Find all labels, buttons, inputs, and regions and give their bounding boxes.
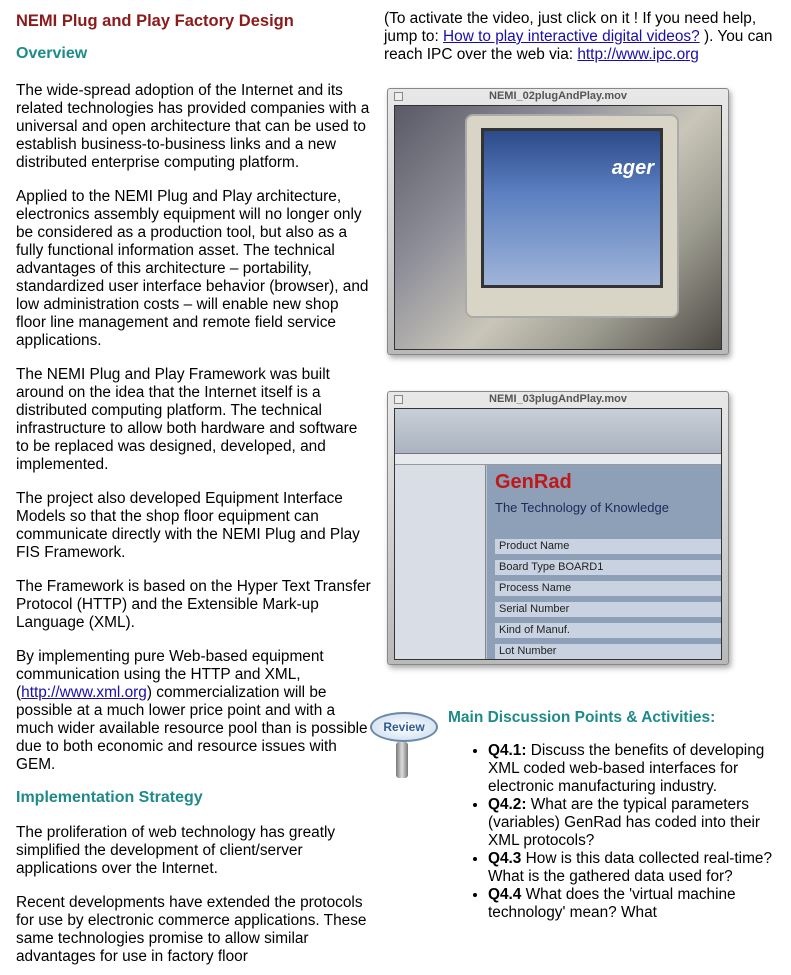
list-item: • Q4.1: Discuss the benefits of developing XML coded web-based interfaces for electronic manufacturing industry. [488,742,778,796]
page-title: NEMI Plug and Play Factory Design [16,12,294,30]
browser-toolbar [395,409,721,454]
impl-paragraph-1: The proliferation of web technology has greatly simplified the development of client/server applications over the Internet. [16,824,336,877]
browser-content [487,465,721,659]
help-video-link[interactable]: How to play interactive digital videos? [443,28,700,45]
browser-sidebar [395,465,486,659]
impl-paragraph-2: Recent developments have extended the protocols for use by electronic commerce applications. These same technologies promise to allow similar advantages for use in factory floor [16,894,367,965]
browser-address-bar [395,454,721,465]
form-field: Serial Number [495,602,722,617]
discussion-section [448,708,778,922]
paragraph-xml: By implementing pure Web-based equipment communication using the HTTP and XML, (http://www.xml.org) commercialization will be possible at a much lower price point and with a much wider available resource pool than is possible due to both economic and resource issues with GEM. [16,648,368,773]
list-item: • Q4.2: What are the typical parameters (variables) GenRad has coded into their XML protocols? [488,796,778,850]
left-column [16,10,372,966]
xml-org-link[interactable]: http://www.xml.org [21,684,147,701]
magnifier-handle [396,742,408,778]
overview-heading: Overview [16,45,88,62]
discussion-heading: Main Discussion Points & Activities: [448,709,716,726]
form-field: Kind of Manuf. [495,623,722,638]
video-title: NEMI_03plugAndPlay.mov [489,393,627,405]
paragraph-2: Applied to the NEMI Plug and Play architecture, electronics assembly equipment will no longer only be considered as a production tool, but also as a fully functional information asset. The technical advantages of this architecture – portability, standardized user interface behavior (browser), and low administration costs – will enable new shop floor line management and remote field service applications. [16,188,369,349]
video-thumbnail[interactable] [394,408,722,660]
video-title: NEMI_02plugAndPlay.mov [489,90,627,102]
form-field: Process Name [495,581,722,596]
window-box-icon [394,395,403,404]
genrad-tagline: The Technology of Knowledge [495,500,669,515]
form-field: Product Name [495,539,722,554]
right-intro: (To activate the video, just click on it ! If you need help, jump to: How to play interactive digital videos? ). You can reach IPC over the web via: http://www.ipc.org [384,10,773,63]
video-player-1[interactable] [387,88,729,355]
list-item: • Q4.3 How is this data collected real-time? What is the gathered data used for? [488,850,778,886]
review-label: Review [370,712,438,742]
ipc-link[interactable]: http://www.ipc.org [577,46,699,63]
form-field: Lot Number [495,644,722,659]
video-player-2[interactable] [387,391,729,665]
genrad-logo: GenRad [495,471,572,493]
screen-text: ager [611,157,654,179]
paragraph-3: The NEMI Plug and Play Framework was built around on the idea that the Internet itself is a distributed computing platform. The technical infrastructure to allow both hardware and software to be replaced was designed, developed, and implemented. [16,366,358,473]
paragraph-1: The wide-spread adoption of the Internet and its related technologies has provided companies with a universal and open architecture that can be used to establish business-to-business links and a new distributed enterprise computing platform. [16,82,370,171]
list-item: • Q4.4 What does the 'virtual machine technology' mean? What [488,886,778,922]
monitor-image [465,114,679,318]
window-box-icon [394,92,403,101]
implementation-heading: Implementation Strategy [16,789,203,806]
video-thumbnail[interactable] [394,105,722,350]
review-icon [368,706,438,776]
paragraph-5: The Framework is based on the Hyper Text Transfer Protocol (HTTP) and the Extensible Mark-up Language (XML). [16,578,371,631]
paragraph-4: The project also developed Equipment Interface Models so that the shop floor equipment can communicate directly with the NEMI Plug and Play FIS Framework. [16,490,360,561]
question-list [448,742,778,922]
form-field: Board Type BOARD1 [495,560,722,575]
